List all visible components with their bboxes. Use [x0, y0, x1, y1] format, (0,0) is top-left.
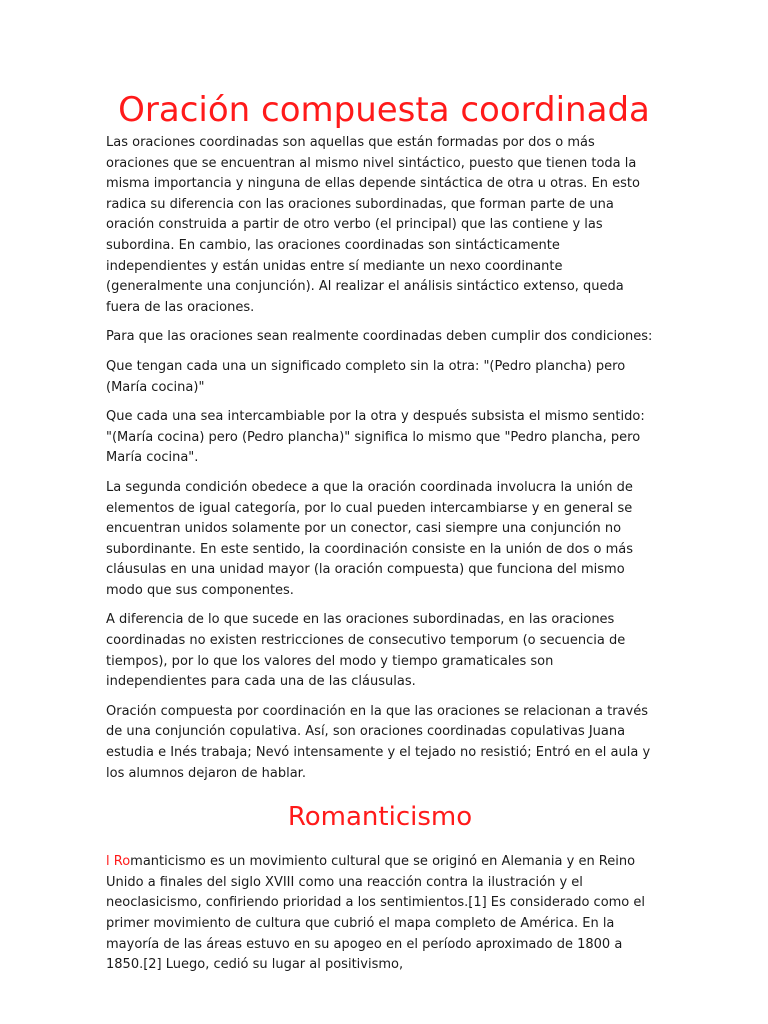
paragraph-4: Que cada una sea intercambiable por la otra y después subsista el mismo sentido: "(María cocina) pero (Pedro plancha)" significa lo mismo que "Pedro plancha, pero María cocina". — [106, 409, 645, 466]
section-paragraph-red-prefix: l Ro — [106, 854, 131, 870]
section-paragraph — [106, 852, 654, 976]
paragraph-7: Oración compuesta por coordinación en la que las oraciones se relacionan a través de una conjunción copulativa. Así, son oraciones coordinadas copulativas Juana estudia e Inés trabaja; Nevó intensamente y el tejado no resistió; Entró en el aula y los alumnos dejaron de hablar. — [106, 703, 651, 781]
document-body — [106, 133, 654, 985]
paragraph-2: Para que las oraciones sean realmente coordinadas deben cumplir dos condiciones: — [106, 329, 653, 345]
paragraph-5: La segunda condición obedece a que la oración coordinada involucra la unión de elementos de igual categoría, por lo cual pueden intercambiarse y en general se encuentran unidos solamente por un conector, casi siempre una conjunción no subordinante. En este sentido, la coordinación consiste en la unión de dos o más cláusulas en una unidad mayor (la oración compuesta) que funciona del mismo modo que sus componentes. — [106, 479, 634, 598]
paragraph-1: Las oraciones coordinadas son aquellas que están formadas por dos o más oraciones que se encuentran al mismo nivel sintáctico, puesto que tienen toda la misma importancia y ninguna de ellas depende sintáctica de otra u otras. En esto radica su diferencia con las oraciones subordinadas, que forman parte de una oración construida a partir de otro verbo (el principal) que las contiene y las subordina. En cambio, las oraciones coordinadas son sintácticamente independientes y están unidas entre sí mediante un nexo coordinante (generalmente una conjunción). Al realizar el análisis sintáctico extenso, queda fuera de las oraciones. — [106, 135, 640, 315]
page-title: Oración compuesta coordinada — [118, 90, 650, 130]
paragraph-6: A diferencia de lo que sucede en las oraciones subordinadas, en las oraciones coordinadas no existen restricciones de consecutivo temporum (o secuencia de tiempos), por lo que los valores del modo y tiempo gramaticales son independientes para cada una de las cláusulas. — [106, 612, 626, 690]
section-paragraph-text: manticismo es un movimiento cultural que se originó en Alemania y en Reino Unido a finales del siglo XVIII como una reacción contra la ilustración y el neoclasicismo, confiriendo prioridad a los sentimientos.[1] Es considerado como el primer movimiento de cultura que cubrió el mapa completo de América. En la mayoría de las áreas estuvo en su apogeo en el período aproximado de 1800 a 1850.[2] Luego, cedió su lugar al positivismo, — [106, 854, 646, 973]
paragraph-3: Que tengan cada una un significado completo sin la otra: "(Pedro plancha) pero (María cocina)" — [106, 358, 626, 395]
section-title: Romanticismo — [287, 802, 473, 833]
